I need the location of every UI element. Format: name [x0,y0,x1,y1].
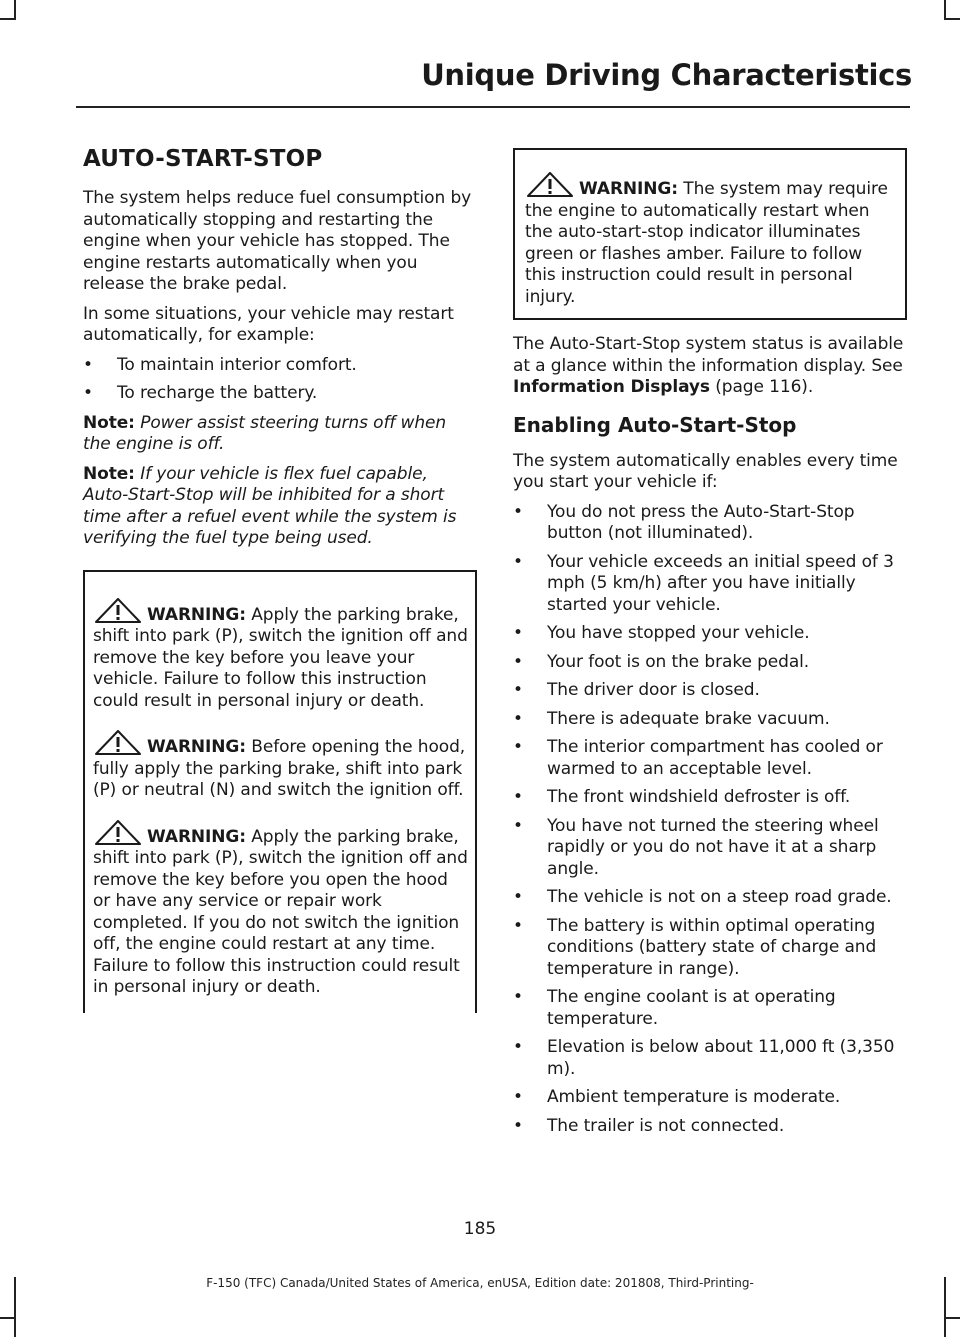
note-text: Power assist steering turns off when the engine is off. [83,412,447,454]
warning-triangle-icon [93,598,143,624]
list-item: • The battery is within optimal operating conditions (battery state of charge and temperature in range). [513,915,877,979]
bullet: • [513,887,523,907]
crop-mark [944,0,946,20]
conditions-list [513,502,907,1138]
bullet: • [513,915,523,936]
status-paragraph: The Auto-Start-Stop system status is available at a glance within the information display. See Information Displays (page 116). [513,334,904,397]
list-item: • To recharge the battery. [83,383,318,403]
bullet: • [513,651,523,672]
warning-box [83,570,477,1013]
page-title: Unique Driving Characteristics [421,58,912,92]
list-item: • The interior compartment has cooled or warmed to an acceptable level. [513,737,883,779]
bullet: • [513,623,523,643]
crop-mark [14,0,16,20]
subheading: Enabling Auto-Start-Stop [513,412,797,437]
restart-intro: In some situations, your vehicle may restart automatically, for example: [83,303,454,345]
bullet: • [513,815,523,836]
restart-reasons-list [83,355,477,405]
bullet: • [513,680,523,700]
warning [93,730,469,802]
list-item: • Your foot is on the brake pedal. [513,651,810,672]
list-item: • The driver door is closed. [513,680,760,700]
warning-label: WARNING: [147,604,246,625]
crop-mark [0,18,16,20]
section-heading: AUTO-START-STOP [83,146,323,172]
footer: F-150 (TFC) Canada/United States of America, enUSA, Edition date: 201808, Third-Printing- [206,1276,754,1290]
note-text: If your vehicle is flex fuel capable, Auto-Start-Stop will be inhibited for a short time after a refuel event while the system is verifying the fuel type being used. [83,463,457,548]
list-item: • The engine coolant is at operating temperature. [513,987,836,1029]
right-column [513,148,907,1145]
bullet: • [513,1037,523,1057]
warning-label: WARNING: [147,826,246,847]
bullet: • [513,987,523,1007]
note-label: Note: [83,463,135,484]
bullet: • [513,1087,523,1107]
warning [525,172,895,308]
bullet: • [513,737,523,757]
warning-triangle-icon [525,172,575,198]
page-number: 185 [463,1219,497,1239]
warning-triangle-icon [93,730,143,756]
warning-label: WARNING: [579,179,678,199]
list-item: • You do not press the Auto-Start-Stop button (not illuminated). [513,501,855,543]
warning [93,598,469,713]
list-item: • There is adequate brake vacuum. [513,708,830,729]
warning-text: Apply the parking brake, shift into park (P), switch the ignition off and remove the key before you leave your vehicle. Failure to follow this instruction could result in personal injury or death. [93,604,468,711]
warning [93,820,469,999]
list-item: • To maintain interior comfort. [83,354,357,375]
left-column [83,146,477,1013]
list-item: • You have not turned the steering wheel rapidly or you do not have it at a sharp angle. [513,815,879,879]
list-item: • The vehicle is not on a steep road grade. [513,887,892,907]
list-item: • Ambient temperature is moderate. [513,1087,841,1107]
bullet: • [513,787,523,807]
list-item: • Your vehicle exceeds an initial speed of 3 mph (5 km/h) after you have initially started your vehicle. [513,551,894,615]
information-displays-link[interactable]: Information Displays [513,377,710,397]
warning-box [513,148,907,320]
warning-text: The system may require the engine to automatically restart when the auto-start-stop indicator illuminates green or flashes amber. Failure to follow this instruction could result in personal injury. [525,179,888,307]
enable-intro: The system automatically enables every time you start your vehicle if: [513,450,898,492]
list-item: • The trailer is not connected. [513,1115,785,1136]
warning-label: WARNING: [147,737,246,757]
note-label: Note: [83,412,135,433]
bullet: • [513,501,523,522]
bullet: • [513,708,523,729]
crop-mark [944,18,960,20]
warning-triangle-icon [93,820,143,846]
note [83,464,477,550]
list-item: • The front windshield defroster is off. [513,787,851,807]
list-item: • You have stopped your vehicle. [513,623,810,643]
warning-text: Before opening the hood, fully apply the parking brake, shift into park (P) or neutral (N) and switch the ignition off. [93,737,466,800]
header-divider [76,106,910,108]
list-item: • Elevation is below about 11,000 ft (3,350 m). [513,1037,895,1079]
intro-paragraph: The system helps reduce fuel consumption by automatically stopping and restarting the engine when your vehicle has stopped. The engine restarts automatically when you release the brake pedal. [83,188,472,294]
bullet: • [513,551,523,572]
crop-mark [944,1317,960,1319]
bullet: • [83,354,93,375]
bullet: • [513,1115,523,1136]
crop-mark [0,1317,16,1319]
warning-text: Apply the parking brake, shift into park (P), switch the ignition off and remove the key before you open the hood or have any service or repair work completed. If you do not switch the ignition off, the engine could restart at any time. Failure to follow this instruction could result in personal injury or death. [93,826,468,997]
note [83,413,477,456]
bullet: • [83,383,93,403]
